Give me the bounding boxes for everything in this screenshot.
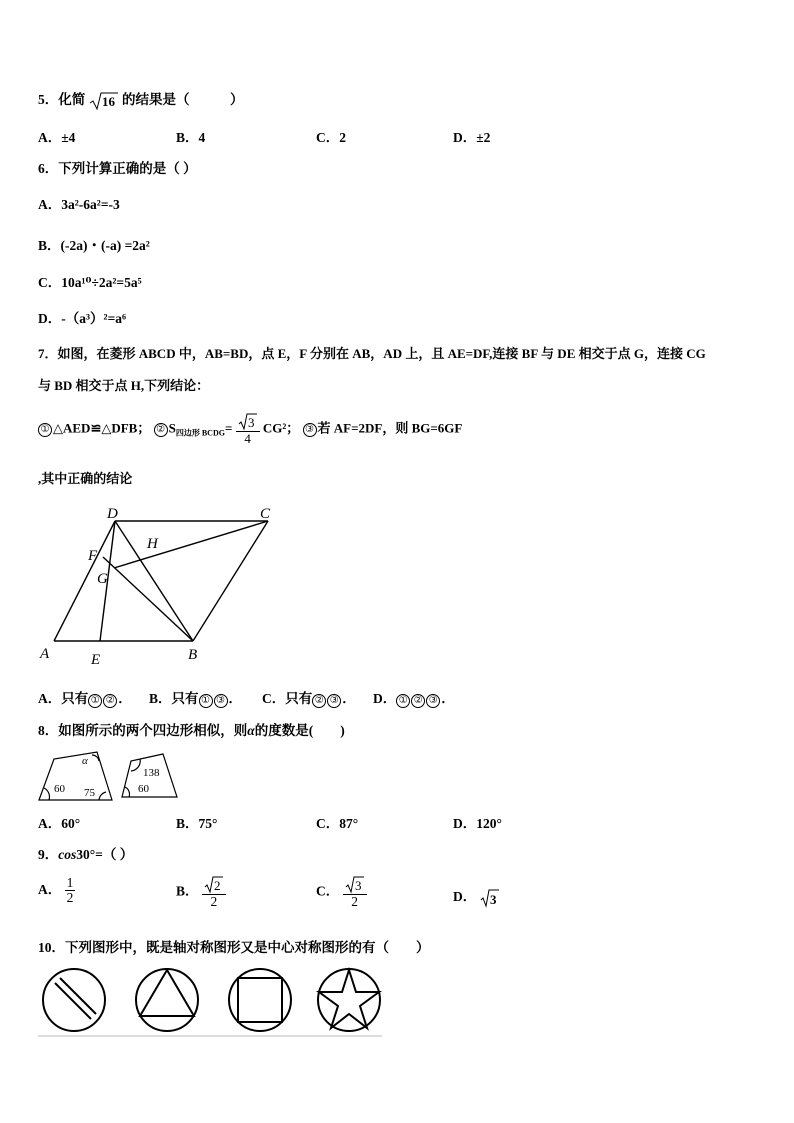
q9-option-a-label: A． — [38, 881, 62, 897]
figure-circle-slash — [43, 969, 105, 1031]
sqrt-radicand: 3 — [489, 891, 497, 907]
q5-option-a[interactable]: A．±4 — [38, 130, 76, 145]
q7-option-a[interactable] — [38, 687, 132, 708]
q7-option-c[interactable] — [262, 687, 356, 708]
symmetry-figures — [36, 964, 386, 1039]
q8-stem-b: 的度数是( ) — [254, 723, 345, 738]
conclusion-1: △AED≌△DFB； — [53, 420, 151, 436]
frac-num: 3 — [354, 878, 362, 893]
q9-option-d[interactable] — [453, 885, 500, 908]
circled-3: ③ — [426, 694, 440, 708]
equals: = — [224, 420, 233, 436]
question-7-line2: 与 BD 相交于点 H,下列结论： — [38, 378, 210, 393]
q6-option-d[interactable]: D．-（a³）²=a⁶ — [38, 311, 127, 326]
circled-3: ③ — [327, 694, 341, 708]
q8-option-d[interactable]: D．120° — [453, 816, 502, 831]
label-C: C — [260, 506, 271, 522]
q9-option-c[interactable] — [316, 876, 367, 909]
question-8-stem — [38, 719, 345, 739]
frac-num: 1 — [66, 875, 74, 890]
sqrt3-over-2-fraction — [343, 876, 367, 909]
label-D: D — [107, 506, 118, 522]
sqrt-symbol — [89, 91, 119, 111]
q9-option-b-label: B． — [176, 883, 199, 899]
one-half-fraction — [65, 876, 76, 905]
q5-suffix: 的结果是（ ） — [122, 92, 244, 107]
circled-1: ① — [199, 694, 213, 708]
fig1-angle-75: 75 — [84, 787, 95, 799]
label-F: F — [88, 548, 98, 564]
q8-option-b[interactable]: B．75° — [176, 816, 218, 831]
q5-option-b[interactable]: B．4 — [176, 130, 206, 145]
circled-2: ② — [411, 694, 425, 708]
sqrt3-over-4-fraction — [236, 413, 260, 446]
q7-option-a-prefix: A．只有 — [38, 691, 89, 706]
circled-2: ② — [103, 694, 117, 708]
q9-rest: 30°=（ ） — [76, 847, 134, 862]
period: ． — [228, 691, 243, 706]
question-10-stem: 10．下列图形中，既是轴对称图形又是中心对称图形的有（ ） — [38, 940, 430, 955]
frac-den: 2 — [351, 894, 358, 909]
similar-quadrilaterals-figure — [36, 746, 186, 804]
fig2-angle-138: 138 — [143, 767, 160, 779]
q6-option-b[interactable]: B．(-2a)・(-a) =2a² — [38, 238, 150, 253]
circled-3: ③ — [303, 423, 317, 437]
question-7-line1: 7．如图，在菱形 ABCD 中，AB=BD，点 E，F 分别在 AB，AD 上，且 AE=DF,连接 BF 与 DE 相交于点 G，连接 CG — [38, 346, 706, 361]
q7-option-d[interactable] — [373, 687, 455, 708]
frac-den: 2 — [210, 894, 218, 909]
q9-number: 9． — [38, 847, 59, 862]
q9-option-a[interactable] — [38, 876, 75, 905]
fig1-alpha: α — [82, 755, 88, 767]
q7-option-d-prefix: D． — [373, 691, 397, 706]
figure-circle-square — [229, 969, 291, 1031]
fig1-angle-60: 60 — [54, 783, 65, 795]
sqrt2-over-2-fraction — [202, 876, 226, 909]
fig2-angle-60: 60 — [138, 783, 149, 795]
alpha-symbol: α — [247, 723, 255, 738]
circled-2: ② — [312, 694, 326, 708]
label-H: H — [147, 536, 158, 552]
q9-cos: cos — [58, 847, 77, 862]
circled-1: ① — [396, 694, 410, 708]
sqrt-symbol — [345, 876, 365, 894]
q5-option-d[interactable]: D．±2 — [453, 130, 491, 145]
area-s: S — [168, 420, 176, 436]
q8-option-a[interactable]: A．60° — [38, 816, 81, 831]
frac-num: 2 — [213, 878, 221, 893]
q7-option-c-prefix: C．只有 — [262, 691, 313, 706]
q9-option-d-label: D． — [453, 889, 477, 904]
q7-option-b[interactable] — [149, 687, 242, 708]
period: ． — [441, 691, 455, 706]
circled-1: ① — [38, 423, 52, 437]
period: ． — [118, 691, 132, 706]
label-A: A — [40, 646, 50, 662]
circled-3: ③ — [214, 694, 228, 708]
label-E: E — [91, 652, 101, 668]
q9-option-c-label: C． — [316, 883, 340, 899]
conclusion-2-tail: CG²； — [262, 420, 300, 436]
frac-den: 2 — [66, 890, 74, 906]
q5-radicand: 16 — [101, 93, 115, 109]
question-9-stem — [38, 843, 133, 863]
figure-circle-triangle — [136, 969, 198, 1031]
label-G: G — [97, 571, 108, 587]
q8-stem-a: 8．如图所示的两个四边形相似，则 — [38, 723, 248, 738]
circled-1: ① — [88, 694, 102, 708]
conclusion-3: 若 AF=2DF，则 BG=6GF — [317, 420, 463, 436]
q5-option-c[interactable]: C．2 — [316, 130, 346, 145]
rhombus-figure — [36, 500, 286, 670]
q6-option-a[interactable]: A．3a²-6a²=-3 — [38, 197, 120, 212]
question-7-conclusions — [38, 413, 462, 446]
area-subscript: 四边形 BCDG — [175, 428, 225, 438]
question-5 — [38, 88, 244, 111]
question-6-stem: 6．下列计算正确的是（ ） — [38, 161, 197, 176]
figure-circle-star — [318, 969, 380, 1031]
q8-option-c[interactable]: C．87° — [316, 816, 359, 831]
question-7-prompt: ,其中正确的结论 — [38, 471, 133, 486]
q7-option-b-prefix: B．只有 — [149, 691, 199, 706]
frac-den: 4 — [244, 431, 251, 446]
sqrt-symbol — [480, 888, 500, 908]
frac-num: 3 — [247, 415, 255, 430]
period: ． — [342, 691, 356, 706]
sqrt-symbol — [238, 413, 258, 431]
sqrt-symbol — [204, 876, 224, 894]
q5-prefix: 5．化简 — [38, 92, 86, 107]
circled-2: ② — [154, 423, 168, 437]
label-B: B — [188, 647, 198, 663]
q9-option-b[interactable] — [176, 876, 226, 909]
q6-option-c[interactable]: C．10a¹⁰÷2a²=5a⁵ — [38, 275, 142, 290]
